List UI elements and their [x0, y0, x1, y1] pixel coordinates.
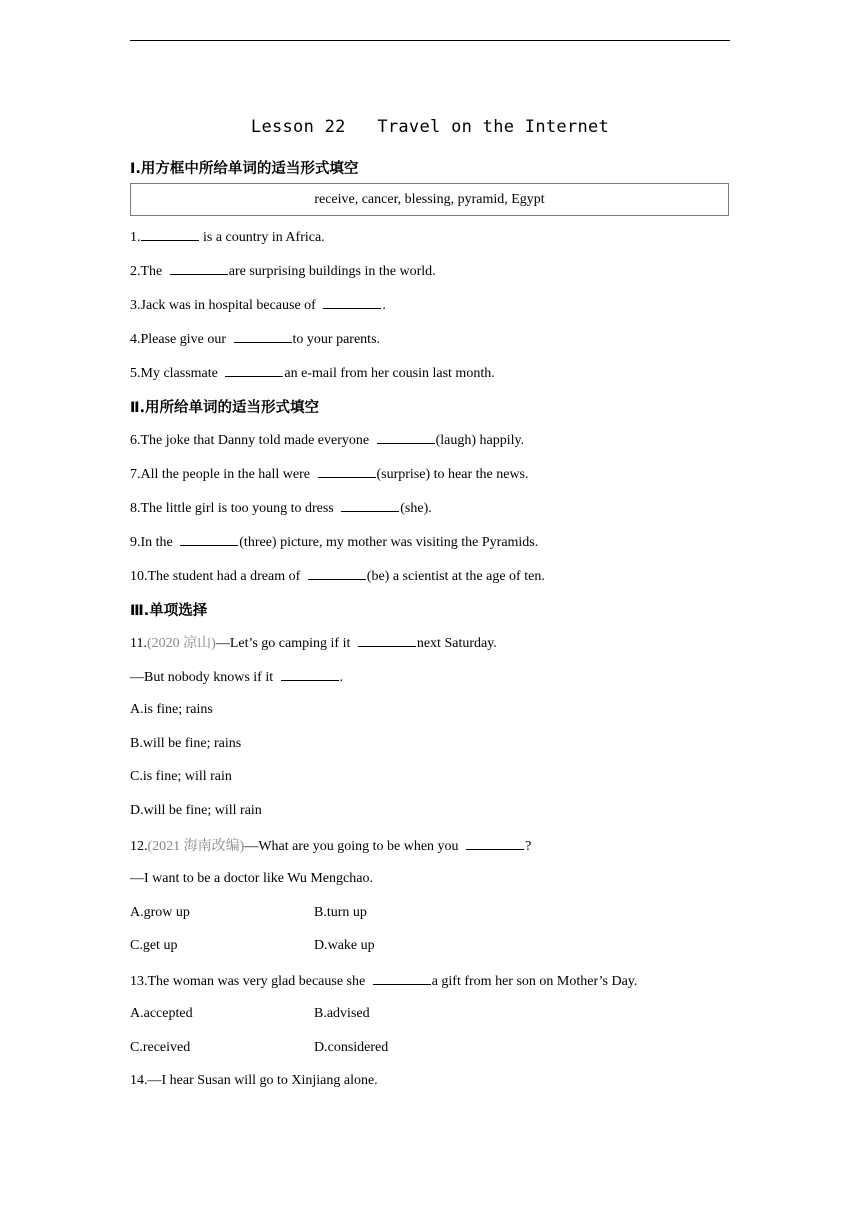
question-text: (she).: [400, 501, 432, 516]
question-13: [130, 971, 637, 991]
question-text: ?: [525, 839, 532, 854]
header-rule: [130, 40, 730, 41]
question-text: 7.All the people in the hall were: [130, 467, 314, 482]
answer-blank[interactable]: [281, 667, 339, 681]
question-12-line-2: —I want to be a doctor like Wu Mengchao.: [130, 871, 373, 886]
question-11-line-2: [130, 667, 343, 687]
option-13-d[interactable]: D.considered: [314, 1040, 389, 1055]
question-14: 14.—I hear Susan will go to Xinjiang alone.: [130, 1073, 378, 1088]
question-source: (2021 海南改编): [147, 839, 245, 854]
question-1: [130, 227, 325, 247]
question-text: (laugh) happily.: [435, 433, 525, 448]
question-text: 4.Please give our: [130, 332, 230, 347]
question-text: 13.The woman was very glad because she: [130, 974, 369, 989]
answer-blank[interactable]: [373, 971, 431, 985]
question-number: 1.: [130, 230, 141, 245]
question-7: [130, 464, 529, 484]
question-8: [130, 498, 432, 518]
question-11: [130, 633, 497, 653]
answer-blank[interactable]: [377, 430, 435, 444]
section-heading-3: Ⅲ.单项选择: [130, 603, 208, 619]
question-text: —What are you going to be when you: [244, 839, 463, 854]
answer-blank[interactable]: [234, 329, 292, 343]
word-box: [130, 183, 729, 216]
option-11-c[interactable]: C.is fine; will rain: [130, 769, 232, 784]
option-13-b[interactable]: B.advised: [314, 1006, 370, 1021]
question-text: (be) a scientist at the age of ten.: [366, 569, 545, 584]
option-12-d[interactable]: D.wake up: [314, 938, 375, 953]
answer-blank[interactable]: [225, 363, 283, 377]
question-text: (three) picture, my mother was visiting the Pyramids.: [239, 535, 539, 550]
answer-blank[interactable]: [141, 227, 199, 241]
option-12-c[interactable]: C.get up: [130, 938, 178, 953]
question-text: 8.The little girl is too young to dress: [130, 501, 338, 516]
question-text: to your parents.: [292, 332, 381, 347]
question-12: [130, 836, 531, 856]
word-box-text: receive, cancer, blessing, pyramid, Egypt: [314, 191, 545, 207]
answer-blank[interactable]: [308, 566, 366, 580]
answer-blank[interactable]: [466, 836, 524, 850]
question-text: 10.The student had a dream of: [130, 569, 304, 584]
question-number: 12.: [130, 839, 148, 854]
question-text: next Saturday.: [416, 636, 497, 651]
answer-blank[interactable]: [318, 464, 376, 478]
question-text: 9.In the: [130, 535, 177, 550]
question-text: a gift from her son on Mother’s Day.: [431, 974, 638, 989]
option-11-d[interactable]: D.will be fine; will rain: [130, 803, 262, 818]
question-text: 2.The: [130, 264, 166, 279]
question-5: [130, 363, 495, 383]
option-13-c[interactable]: C.received: [130, 1040, 191, 1055]
question-text: (surprise) to hear the news.: [376, 467, 529, 482]
question-10: [130, 566, 545, 586]
option-12-b[interactable]: B.turn up: [314, 905, 367, 920]
answer-blank[interactable]: [323, 295, 381, 309]
question-text: —But nobody knows if it: [130, 670, 277, 685]
question-6: [130, 430, 524, 450]
option-11-b[interactable]: B.will be fine; rains: [130, 736, 242, 751]
question-text: an e-mail from her cousin last month.: [284, 366, 495, 381]
question-number: 11.: [130, 636, 147, 651]
question-text: are surprising buildings in the world.: [228, 264, 436, 279]
option-11-a[interactable]: A.is fine; rains: [130, 702, 213, 717]
option-12-a[interactable]: A.grow up: [130, 905, 190, 920]
question-text: 6.The joke that Danny told made everyone: [130, 433, 373, 448]
question-4: [130, 329, 380, 349]
option-13-a[interactable]: A.accepted: [130, 1006, 193, 1021]
answer-blank[interactable]: [341, 498, 399, 512]
question-9: [130, 532, 538, 552]
question-source: (2020 凉山): [146, 636, 216, 651]
question-3: [130, 295, 386, 315]
section-heading-1: Ⅰ.用方框中所给单词的适当形式填空: [130, 161, 359, 177]
answer-blank[interactable]: [180, 532, 238, 546]
section-heading-2: Ⅱ.用所给单词的适当形式填空: [130, 400, 320, 416]
question-2: [130, 261, 436, 281]
question-text: is a country in Africa.: [199, 230, 325, 245]
question-text: —Let’s go camping if it: [215, 636, 354, 651]
question-text: .: [339, 670, 344, 685]
answer-blank[interactable]: [170, 261, 228, 275]
question-text: 5.My classmate: [130, 366, 222, 381]
answer-blank[interactable]: [358, 633, 416, 647]
page-title: Lesson 22 Travel on the Internet: [250, 117, 610, 137]
question-text: 3.Jack was in hospital because of: [130, 298, 320, 313]
question-text: .: [382, 298, 386, 313]
